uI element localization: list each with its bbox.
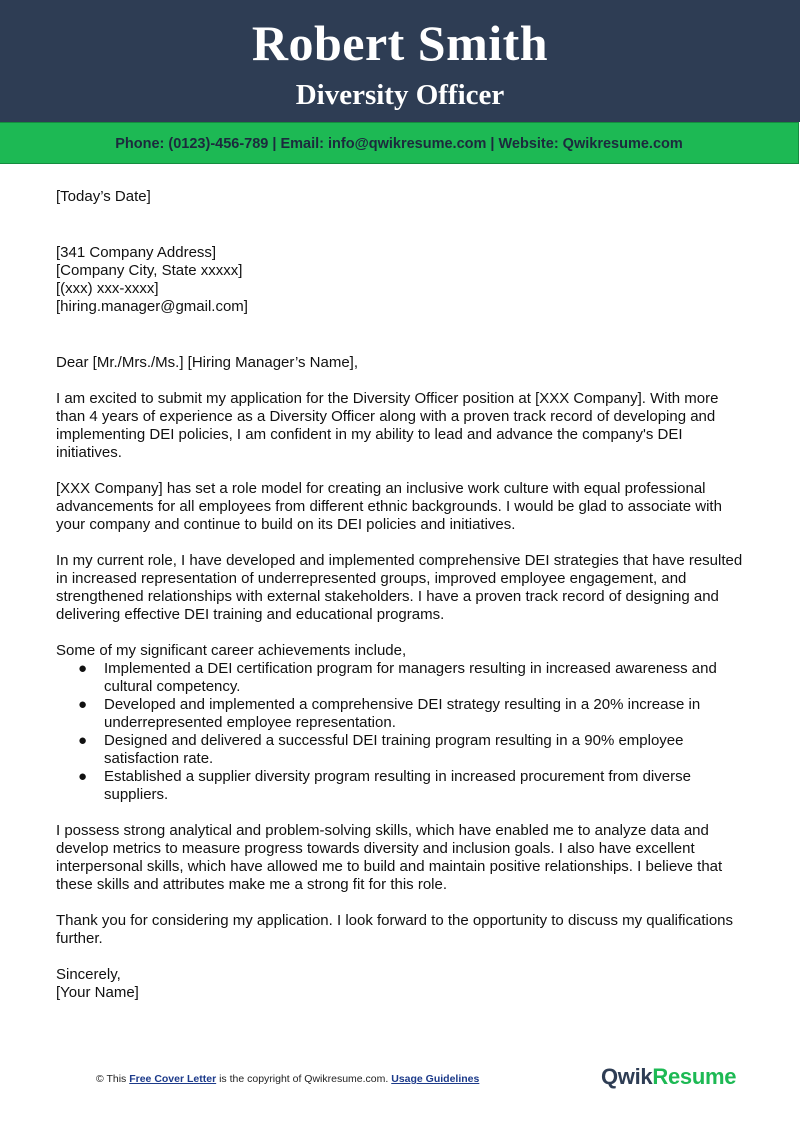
body-paragraph: [XXX Company] has set a role model for creating an inclusive work culture with equal professional advancements for all employees from different ethnic backgrounds. I would be glad to associate with your company and continue to build on its DEI policies and initiatives. — [56, 480, 722, 533]
body-paragraph: In my current role, I have developed and implemented comprehensive DEI strategies that have resulted in increased representation of underrepresented groups, improved employee engagement, and strengthened relationships with external stakeholders. I have a proven track record of designing and delivering effective DEI training and educational programs. — [56, 552, 743, 623]
usage-guidelines-link[interactable]: Usage Guidelines — [391, 1073, 480, 1085]
bullet-icon: ● — [78, 660, 88, 677]
address-line: [(xxx) xxx-xxxx] — [56, 280, 159, 297]
candidate-name: Robert Smith — [251, 15, 549, 71]
bullet-icon: ● — [78, 696, 88, 713]
free-cover-letter-link[interactable]: Free Cover Letter — [129, 1073, 217, 1085]
body-paragraph: Thank you for considering my application. I look forward to the opportunity to discuss my qualifications further. — [56, 912, 734, 947]
letter-date: [Today’s Date] — [56, 188, 151, 205]
copyright-middle: is the copyright of Qwikresume.com. — [216, 1073, 392, 1085]
contact-bar: Phone: (0123)-456-789 | Email: info@qwikresume.com | Website: Qwikresume.com — [0, 122, 799, 164]
list-item — [78, 660, 746, 696]
salutation: Dear [Mr./Mrs./Ms.] [Hiring Manager’s Name], — [56, 354, 359, 371]
signature: [Your Name] — [56, 984, 139, 1001]
letter-body — [56, 188, 746, 1002]
copyright-notice — [96, 1073, 479, 1085]
list-item — [78, 732, 746, 768]
list-item — [78, 696, 746, 732]
list-item — [78, 768, 746, 804]
body-paragraph: I am excited to submit my application for the Diversity Officer position at [XXX Company]. With more than 4 years of experience as a Diversity Officer along with a proven track record of developing and implementing DEI policies, I am confident in my ability to lead and advance the company's DEI initiatives. — [56, 390, 719, 461]
recipient-address — [56, 244, 746, 316]
address-line: [341 Company Address] — [56, 244, 217, 261]
qwikresume-logo — [601, 1064, 736, 1090]
body-paragraph: I possess strong analytical and problem-solving skills, which have enabled me to analyze data and develop metrics to measure progress towards diversity and inclusion goals. I also have excellent interpersonal skills, which have allowed me to build and maintain positive relationships. I believe that these skills and attributes make me a strong fit for this role. — [56, 822, 723, 893]
address-line: [Company City, State xxxxx] — [56, 262, 243, 279]
copyright-prefix: © This — [96, 1073, 130, 1085]
signoff: Sincerely, — [56, 966, 121, 983]
header-banner — [0, 0, 800, 122]
bullet-icon: ● — [78, 768, 88, 785]
achievement-text: Designed and delivered a successful DEI training program resulting in a 90% employee satisfaction rate. — [104, 732, 684, 767]
achievements-list — [56, 660, 746, 804]
achievements-intro: Some of my significant career achievements include, — [56, 642, 407, 659]
logo-text-resume: Resume — [652, 1064, 737, 1089]
logo-text-qwik: Qwik — [601, 1064, 653, 1089]
achievement-text: Developed and implemented a comprehensive DEI strategy resulting in a 20% increase in underrepresented employee representation. — [104, 696, 701, 731]
achievement-text: Implemented a DEI certification program for managers resulting in increased awareness and cultural competency. — [104, 660, 717, 695]
achievement-text: Established a supplier diversity program resulting in increased procurement from diverse suppliers. — [104, 768, 691, 803]
address-line: [hiring.manager@gmail.com] — [56, 298, 248, 315]
bullet-icon: ● — [78, 732, 88, 749]
job-title: Diversity Officer — [295, 79, 505, 111]
